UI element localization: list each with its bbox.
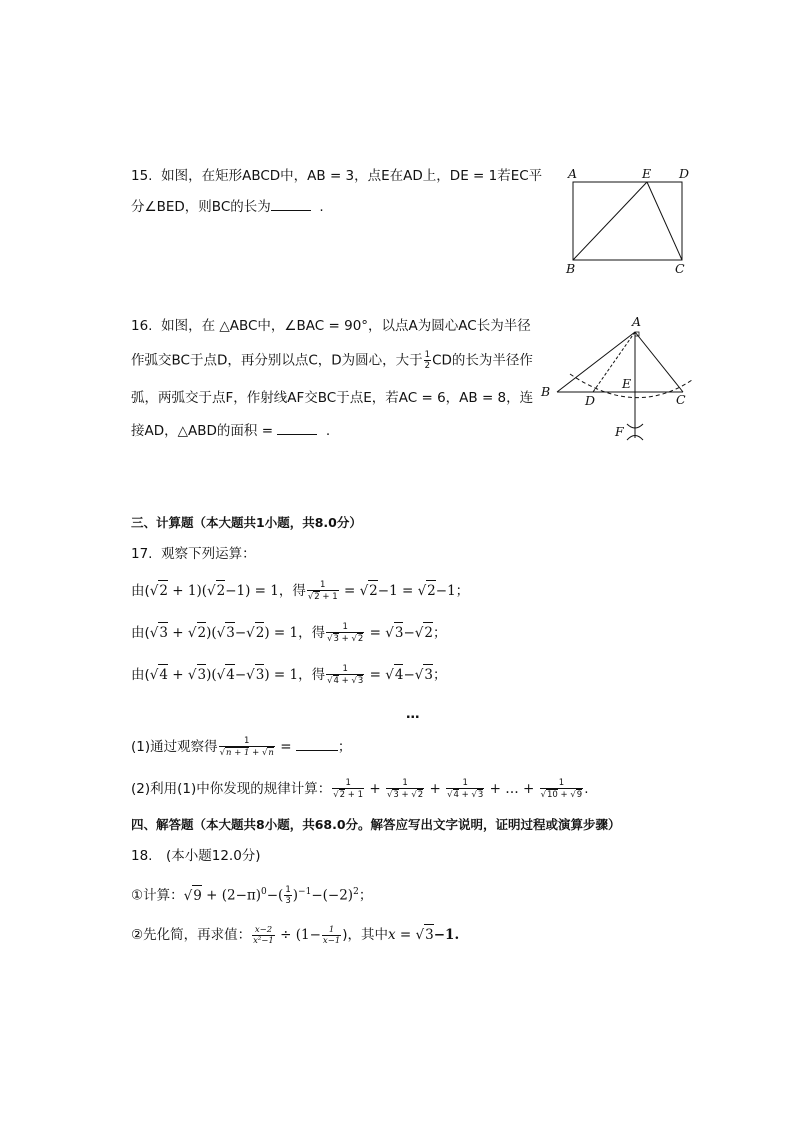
q16-half-fraction: $\frac{1}{2}$ xyxy=(424,350,431,371)
q17-intro xyxy=(131,544,256,564)
segment-ac xyxy=(635,332,683,392)
q16-line1 xyxy=(131,316,531,336)
label-c: C xyxy=(675,261,685,276)
section-4-title: 四、解答题（本大题共8小题，共68.0分。解答应写出文字说明，证明过程或演算步骤） xyxy=(131,817,621,832)
label-e: E xyxy=(642,166,652,181)
q17-row-2: 由(√3 + √2)(√3−√2) = 1，得 $\frac{1}{√3 + √2}$ = √3−√2； xyxy=(131,622,447,644)
q16-line4 xyxy=(131,420,330,441)
q15-figure xyxy=(555,160,705,285)
q17-intro-text: 观察下列运算： xyxy=(161,546,256,562)
label-e: E xyxy=(622,376,632,391)
q15-answer-blank[interactable] xyxy=(271,196,311,211)
q16-number: 16. xyxy=(131,318,153,334)
q17-part-2: (2)利用(1)中你发现的规律计算： $\frac{1}{√2 + 1}$ + $\frac{1}{√3 + √2}$ + $\frac{1}{√4 + √3}$ + … + $\frac{1}{√10 + √9}$ . xyxy=(131,778,589,800)
q15-text-1: 如图，在矩形ABCD中，AB = 3，点E在AD上，DE = 1若EC平 xyxy=(161,168,543,184)
q15-end: . xyxy=(319,199,324,215)
q16-text-1: 如图，在 △ABC中，∠BAC = 90°，以点A为圆心AC长为半径 xyxy=(161,318,531,334)
q18-part-2: ②先化简，再求值： $\frac{x-2}{\text{x²−1}}$ ÷ (1− $\frac{1}{x-1}$ )，其中x = √3−1. xyxy=(131,924,460,946)
q17-part-1: (1)通过观察得 $\frac{1}{√n + 1 + √n}$ = ； xyxy=(131,736,352,758)
q17-row-3: 由(√4 + √3)(√4−√3) = 1，得 $\frac{1}{√4 + √3}$ = √4−√3； xyxy=(131,664,447,686)
q16-answer-blank[interactable] xyxy=(277,420,317,435)
q17-number: 17. xyxy=(131,546,153,562)
q17-ellipsis: … xyxy=(406,706,420,722)
q16-figure xyxy=(535,310,705,445)
label-a: A xyxy=(568,166,578,181)
q16-end: . xyxy=(325,423,331,439)
q17-row-1: 由(√2 + 1)(√2−1) = 1，得 $\frac{1}{√2 + 1}$ = √2−1 = √2−1； xyxy=(131,580,470,602)
label-d: D xyxy=(585,393,596,408)
q15-text-2: 分∠BED，则BC的长为 xyxy=(131,199,271,215)
section-3-title: 三、计算题（本大题共1小题，共8.0分） xyxy=(131,515,362,530)
label-c: C xyxy=(676,392,686,407)
q15-line1 xyxy=(131,166,542,186)
q16-line2 xyxy=(131,350,533,371)
q16-text-2b: CD的长为半径作 xyxy=(432,352,533,369)
q16-text-2a: 作弧交BC于点D，再分别以点C，D为圆心，大于 xyxy=(131,352,423,369)
segment-be xyxy=(573,182,647,260)
rectangle-abcd xyxy=(573,182,682,260)
q15-line2 xyxy=(131,196,324,217)
label-b: B xyxy=(541,384,551,399)
q18-header: 18. (本小题12.0分) xyxy=(131,848,261,864)
segment-ec xyxy=(647,182,682,260)
q15-number: 15. xyxy=(131,168,153,184)
label-f: F xyxy=(615,424,624,439)
q16-text-4: 接AD，△ABD的面积 = xyxy=(131,423,274,439)
q16-text-3: 弧，两弧交于点F，作射线AF交BC于点E，若AC = 6，AB = 8，连 xyxy=(131,390,534,406)
q18-part-1: ①计算：$√9 + (2-\pi)^0-$( $\frac{1}{3}$ )$^{-1}-(-2)^2$； xyxy=(131,885,373,906)
q16-line3 xyxy=(131,388,533,408)
q17-answer-blank[interactable] xyxy=(296,736,338,751)
label-a: A xyxy=(632,314,642,329)
label-b: B xyxy=(566,261,576,276)
label-d: D xyxy=(679,166,690,181)
